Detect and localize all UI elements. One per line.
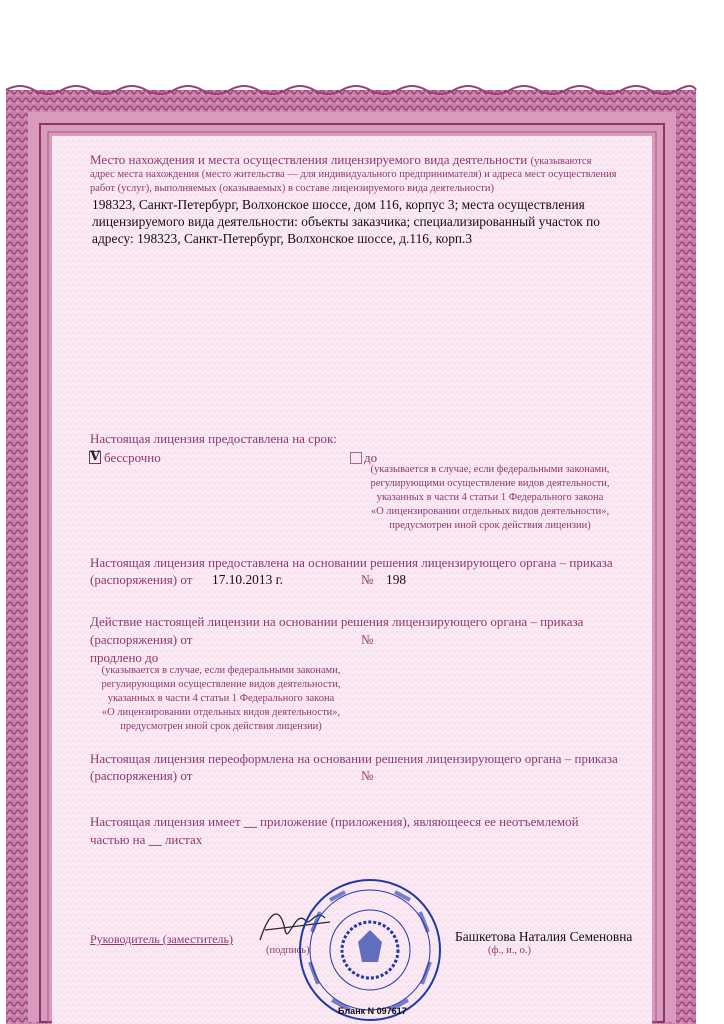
extended-note-line: предусмотрен иной срок действия лицензии) [120,721,322,732]
reissued-number-label: № [361,768,374,783]
extended-note-line: регулирующими осуществление видов деятельности, [101,679,341,690]
term-note-line: «О лицензировании отдельных видов деятельности», [370,506,610,517]
form-number: Бланк N 097617 [338,1006,407,1016]
appendix-line1 [90,813,630,831]
appendix-count-blank: __ [243,814,257,829]
appendix-line1-end: приложение (приложения), являющееся ее неотъемлемой [260,814,579,829]
extended-line2: (распоряжения) от [90,632,193,647]
term-heading: Настоящая лицензия предоставлена на срок: [90,431,337,446]
appendix-line1-start: Настоящая лицензия имеет [90,814,241,829]
until-label: до [364,450,378,465]
term-note [355,463,625,533]
location-heading-row [90,151,630,169]
head-full-name: Башкетова Наталия Семеновна [455,929,633,944]
term-note-line: (указывается в случае, если федеральными законами, [370,464,610,475]
location-value-line2: лицензируемого вида деятельности: объекты заказчика; специализированный участок по [92,214,601,229]
appendix-line2-end: листах [164,832,203,847]
appendix-line2-start: частью на [90,832,146,847]
granted-number-label: № [361,572,374,587]
location-note-line3: работ (услуг), выполняемых (оказываемых) в составе лицензируемого вида деятельности) [90,183,494,194]
location-heading: Место нахождения и места осуществления лицензируемого вида деятельности [90,152,528,167]
extended-note-line: «О лицензировании отдельных видов деятельности», [101,707,341,718]
signature-caption: (подпись) [266,945,310,956]
term-note-line: регулирующими осуществление видов деятельности, [370,478,610,489]
extended-note-line: указанных в части 4 статьи 1 Федерального закона [107,693,335,704]
granted-date: 17.10.2013 г. [212,572,283,587]
appendix-sheets-blank: __ [148,832,162,847]
term-note-line: указанных в части 4 статьи 1 Федерального закона [376,492,604,503]
term-note-line: предусмотрен иной срок действия лицензии) [389,520,591,531]
name-caption: (ф., и., о.) [488,945,532,956]
official-seal-stamp [290,872,450,1022]
location-note-line2: адрес места нахождения (место жительства — для индивидуального предпринимателя) и адреса мест осуществления [90,169,617,180]
granted-line2: (распоряжения) от [90,572,193,587]
granted-number: 198 [386,572,407,587]
reissued-line2: (распоряжения) от [90,768,193,783]
extended-line3: продлено до [90,650,159,665]
extended-note [90,664,352,734]
unlimited-checkbox[interactable]: V [90,449,101,464]
extended-note-line: (указывается в случае, если федеральными законами, [101,665,341,676]
granted-line1: Настоящая лицензия предоставлена на основании решения лицензирующего органа – приказа [90,555,613,570]
appendix-line2 [90,831,202,849]
head-role-label: Руководитель (заместитель) [90,932,233,946]
extended-line1: Действие настоящей лицензии на основании решения лицензирующего органа – приказа [90,614,584,629]
extended-number-label: № [361,632,374,647]
location-note-inline: (указываются [530,156,592,167]
location-value-line1: 198323, Санкт-Петербург, Волхонское шоссе, дом 116, корпус 3; места осуществления [92,197,585,212]
location-value-line3: адресу: 198323, Санкт-Петербург, Волхонское шоссе, д.116, корп.3 [92,231,473,246]
unlimited-label: бессрочно [104,450,161,465]
reissued-line1: Настоящая лицензия переоформлена на основании решения лицензирующего органа – приказа [90,751,618,766]
